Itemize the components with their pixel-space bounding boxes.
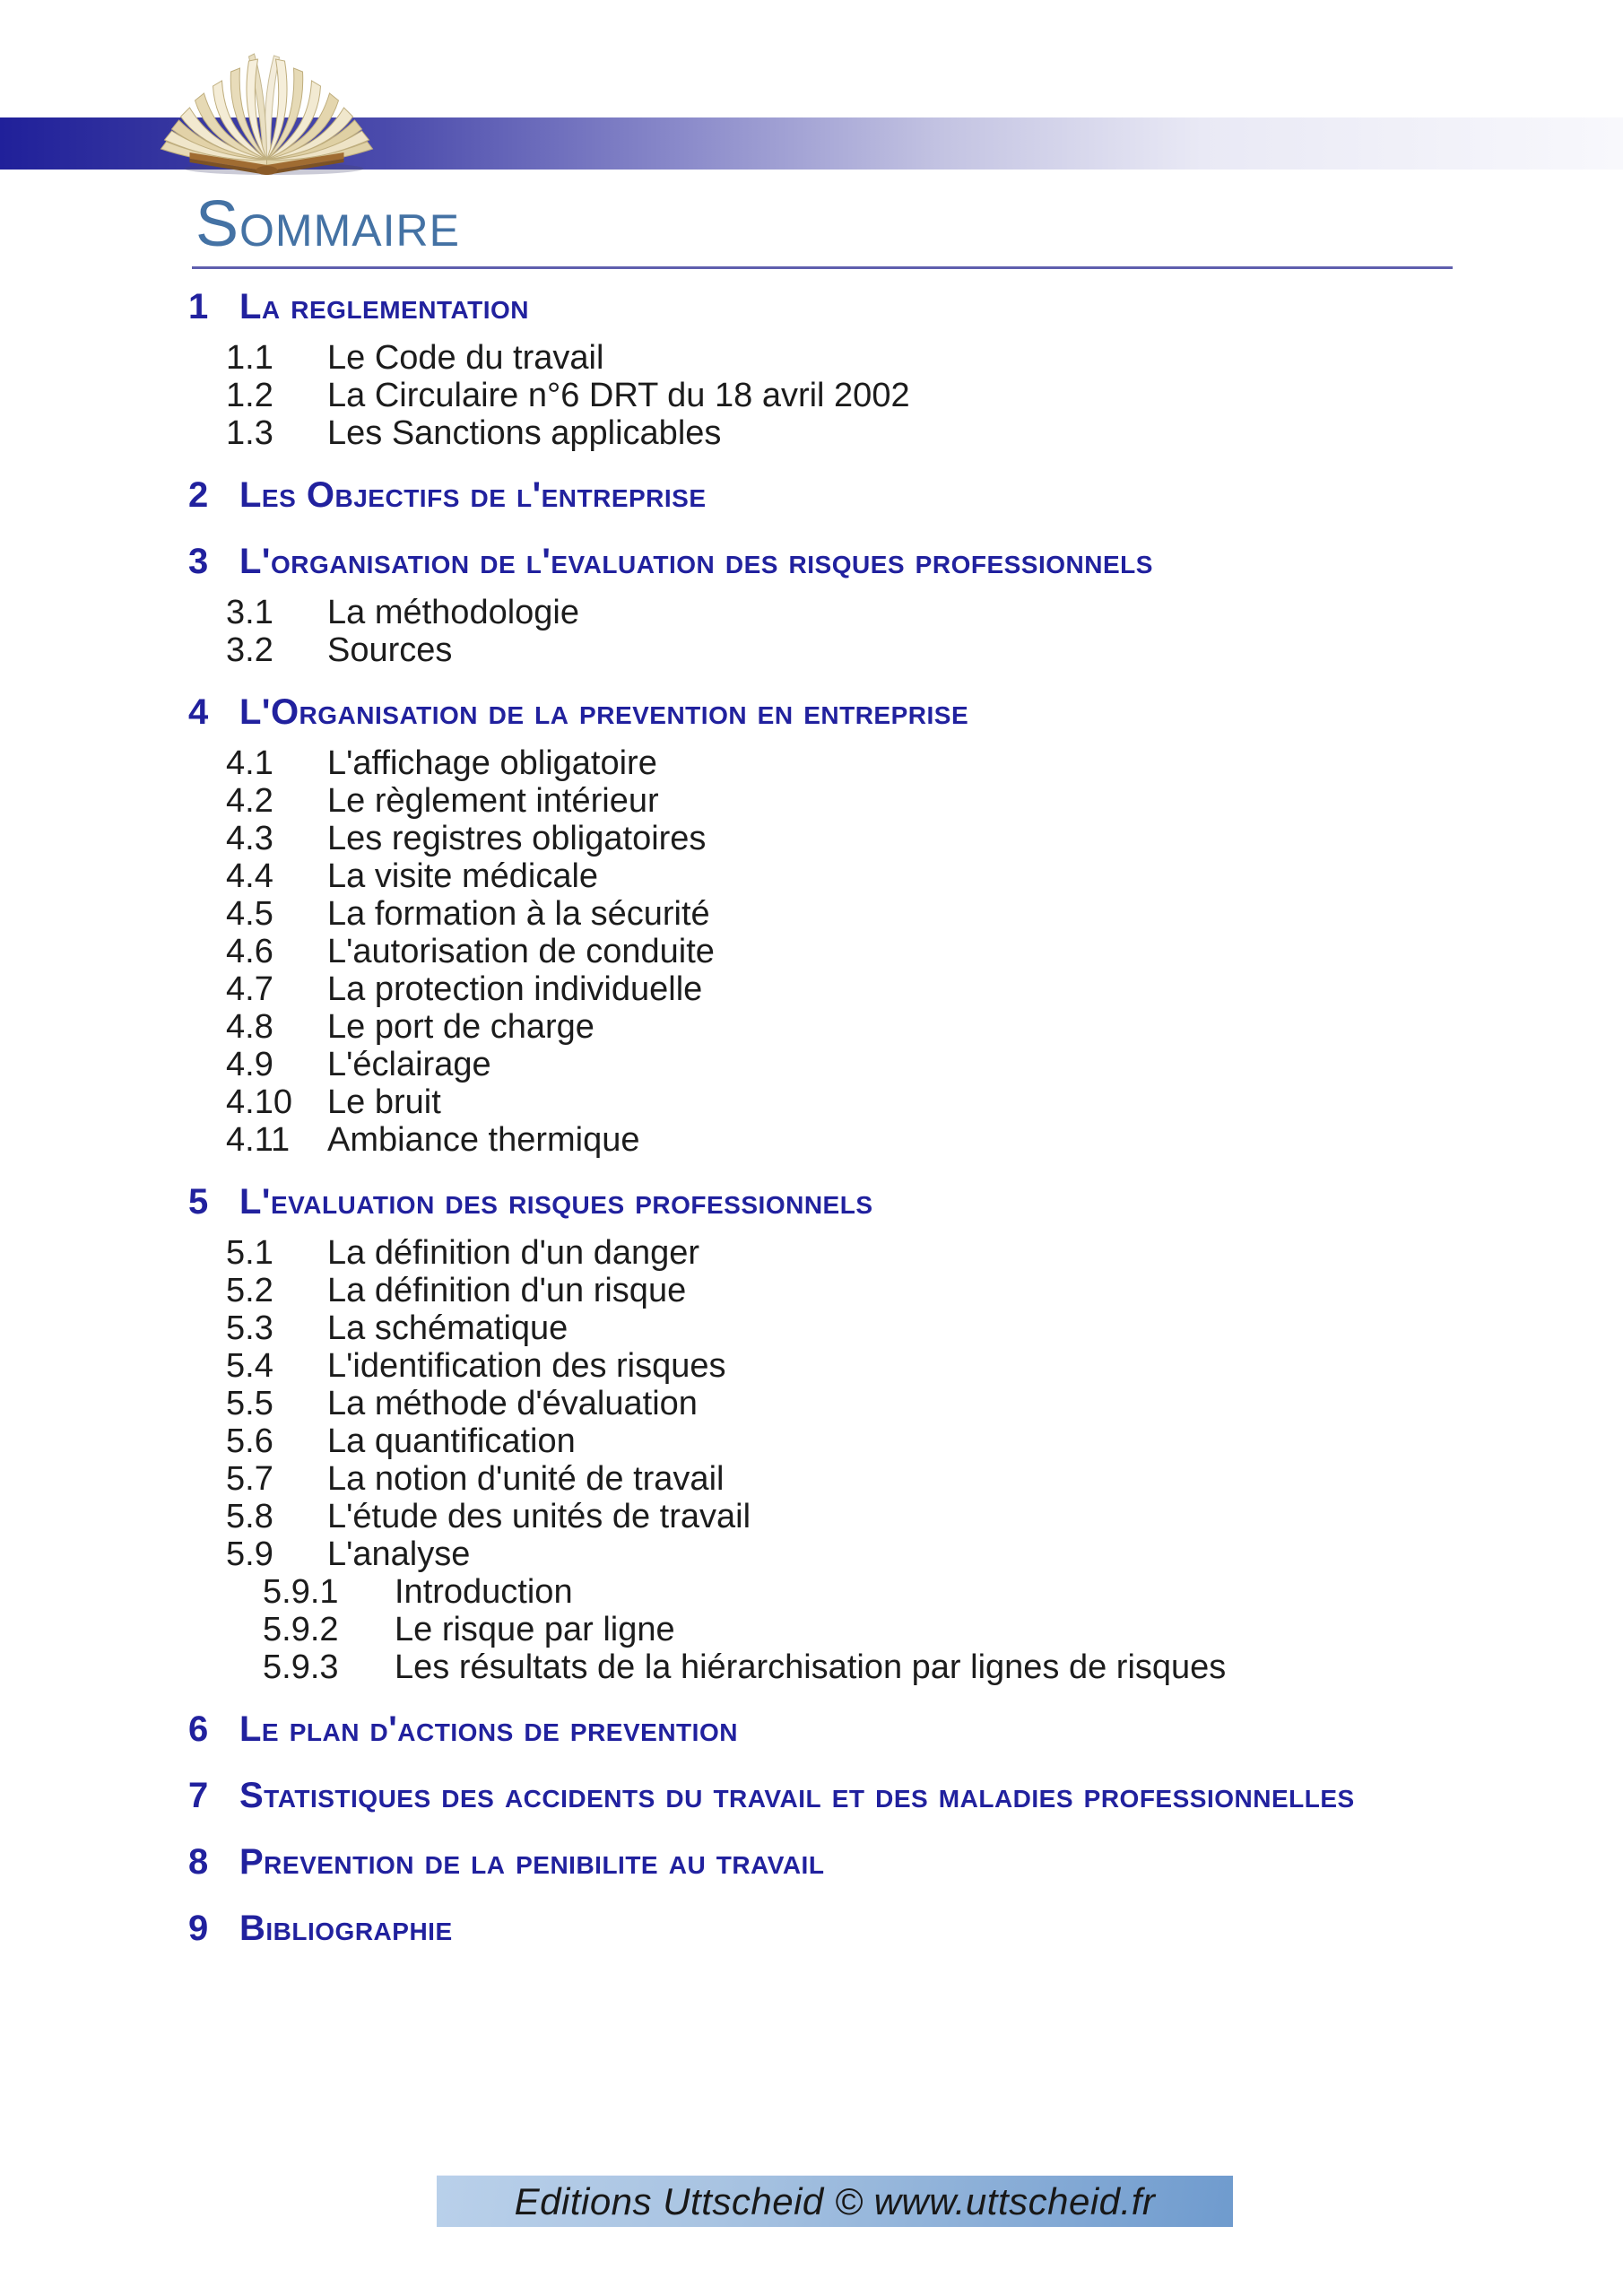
item-label: La méthode d'évaluation — [327, 1385, 698, 1422]
item-number: 4.8 — [226, 1008, 273, 1046]
section-title: Bibliographie — [239, 1909, 453, 1948]
item-number: 1.1 — [226, 339, 273, 377]
item-number: 3.1 — [226, 594, 273, 631]
toc-item — [188, 1460, 1453, 1498]
item-label: Le port de charge — [327, 1008, 595, 1046]
toc-item — [188, 1498, 1453, 1535]
toc-item — [188, 1121, 1453, 1159]
item-label: Les Sanctions applicables — [327, 414, 722, 452]
item-label: La schématique — [327, 1309, 568, 1347]
toc-item — [188, 1535, 1453, 1573]
section-items — [188, 744, 1453, 1159]
toc-section-heading — [188, 538, 1453, 585]
toc-item — [188, 594, 1453, 631]
toc-item — [188, 1347, 1453, 1385]
toc-item — [188, 339, 1453, 377]
section-title: L'evaluation des risques professionnels — [239, 1182, 873, 1222]
toc-section-heading — [188, 1905, 1453, 1952]
toc-section — [188, 472, 1453, 518]
item-label: Le règlement intérieur — [327, 782, 659, 820]
item-number: 4.11 — [226, 1121, 291, 1159]
item-number: 4.4 — [226, 857, 273, 895]
toc-section-heading — [188, 1772, 1453, 1819]
item-label: La notion d'unité de travail — [327, 1460, 725, 1498]
item-label: Le risque par ligne — [395, 1611, 675, 1648]
item-label: L'éclairage — [327, 1046, 491, 1083]
toc-section — [188, 1839, 1453, 1885]
item-number: 4.3 — [226, 820, 273, 857]
item-label: Sources — [327, 631, 453, 669]
item-number: 5.5 — [226, 1385, 273, 1422]
toc-item — [188, 1309, 1453, 1347]
item-number: 4.1 — [226, 744, 273, 782]
toc-section-heading — [188, 1178, 1453, 1225]
toc-item — [188, 1272, 1453, 1309]
toc-section — [188, 283, 1453, 452]
item-number: 5.9.3 — [263, 1648, 339, 1686]
toc-item — [188, 1234, 1453, 1272]
item-number: 5.3 — [226, 1309, 273, 1347]
item-label: La définition d'un risque — [327, 1272, 687, 1309]
toc-item — [188, 970, 1453, 1008]
toc-section — [188, 689, 1453, 1159]
item-label: La protection individuelle — [327, 970, 703, 1008]
section-number: 5 — [188, 1182, 209, 1222]
toc-item — [188, 820, 1453, 857]
section-number: 1 — [188, 287, 209, 326]
item-number: 5.9.1 — [263, 1573, 339, 1611]
toc-item — [188, 895, 1453, 933]
section-number: 6 — [188, 1709, 209, 1749]
item-number: 4.9 — [226, 1046, 273, 1083]
item-label: Les résultats de la hiérarchisation par lignes de risques — [395, 1648, 1227, 1686]
item-number: 5.9 — [226, 1535, 273, 1573]
toc-section — [188, 1905, 1453, 1952]
toc-section-heading — [188, 1706, 1453, 1752]
section-items — [188, 594, 1453, 669]
toc-item — [188, 1611, 1453, 1648]
toc-item — [188, 631, 1453, 669]
item-number: 4.7 — [226, 970, 273, 1008]
section-title: Le plan d'actions de prevention — [239, 1709, 738, 1749]
item-number: 5.9.2 — [263, 1611, 339, 1648]
section-title: L'organisation de l'evaluation des risques professionnels — [239, 542, 1153, 581]
toc-item — [188, 1008, 1453, 1046]
item-label: Ambiance thermique — [327, 1121, 640, 1159]
section-number: 2 — [188, 475, 209, 515]
item-label: La formation à la sécurité — [327, 895, 710, 933]
item-number: 5.4 — [226, 1347, 273, 1385]
page-title: Sommaire — [195, 188, 460, 260]
toc-item — [188, 1083, 1453, 1121]
item-number: 5.8 — [226, 1498, 273, 1535]
item-number: 4.10 — [226, 1083, 292, 1121]
item-number: 4.2 — [226, 782, 273, 820]
item-number: 5.6 — [226, 1422, 273, 1460]
item-label: La quantification — [327, 1422, 576, 1460]
item-number: 1.2 — [226, 377, 273, 414]
toc-item — [188, 1385, 1453, 1422]
toc-item — [188, 1422, 1453, 1460]
toc-section-heading — [188, 689, 1453, 735]
item-label: L'autorisation de conduite — [327, 933, 715, 970]
toc-item — [188, 933, 1453, 970]
toc-section — [188, 1706, 1453, 1752]
toc-section-heading — [188, 1839, 1453, 1885]
item-label: La définition d'un danger — [327, 1234, 700, 1272]
section-number: 3 — [188, 542, 209, 581]
toc-section — [188, 1178, 1453, 1686]
item-label: L'identification des risques — [327, 1347, 726, 1385]
footer-text: Editions Uttscheid © www.uttscheid.fr — [514, 2179, 1156, 2222]
section-title: L'Organisation de la prevention en entreprise — [239, 692, 969, 732]
toc-item — [188, 744, 1453, 782]
item-label: La Circulaire n°6 DRT du 18 avril 2002 — [327, 377, 910, 414]
section-title: Statistiques des accidents du travail et des maladies professionnelles — [239, 1776, 1355, 1815]
toc-item — [188, 1046, 1453, 1083]
toc-item — [188, 377, 1453, 414]
item-number: 3.2 — [226, 631, 273, 669]
section-number: 8 — [188, 1842, 209, 1882]
section-title: La reglementation — [239, 287, 529, 326]
item-label: La méthodologie — [327, 594, 579, 631]
toc-section-heading — [188, 283, 1453, 330]
item-number: 4.6 — [226, 933, 273, 970]
open-book-icon — [139, 36, 395, 178]
item-label: L'affichage obligatoire — [327, 744, 657, 782]
toc-item — [188, 1648, 1453, 1686]
open-book-image — [139, 36, 395, 178]
footer-band — [437, 2175, 1233, 2227]
item-label: Les registres obligatoires — [327, 820, 707, 857]
item-number: 5.2 — [226, 1272, 273, 1309]
title-rule — [192, 266, 1453, 269]
item-number: 5.7 — [226, 1460, 273, 1498]
item-label: Introduction — [395, 1573, 573, 1611]
toc — [188, 274, 1453, 1961]
section-number: 9 — [188, 1909, 209, 1948]
toc-item — [188, 1573, 1453, 1611]
item-label: L'analyse — [327, 1535, 471, 1573]
item-number: 1.3 — [226, 414, 273, 452]
section-items — [188, 1234, 1453, 1686]
section-title: Prevention de la penibilite au travail — [239, 1842, 825, 1882]
item-label: L'étude des unités de travail — [327, 1498, 751, 1535]
toc-item — [188, 782, 1453, 820]
section-title: Les Objectifs de l'entreprise — [239, 475, 707, 515]
toc-section — [188, 538, 1453, 669]
section-number: 4 — [188, 692, 209, 732]
item-label: La visite médicale — [327, 857, 599, 895]
toc-section — [188, 1772, 1453, 1819]
item-label: Le Code du travail — [327, 339, 604, 377]
item-number: 4.5 — [226, 895, 273, 933]
item-label: Le bruit — [327, 1083, 441, 1121]
toc-section-heading — [188, 472, 1453, 518]
toc-item — [188, 414, 1453, 452]
toc-item — [188, 857, 1453, 895]
section-items — [188, 339, 1453, 452]
section-number: 7 — [188, 1776, 209, 1815]
item-number: 5.1 — [226, 1234, 273, 1272]
